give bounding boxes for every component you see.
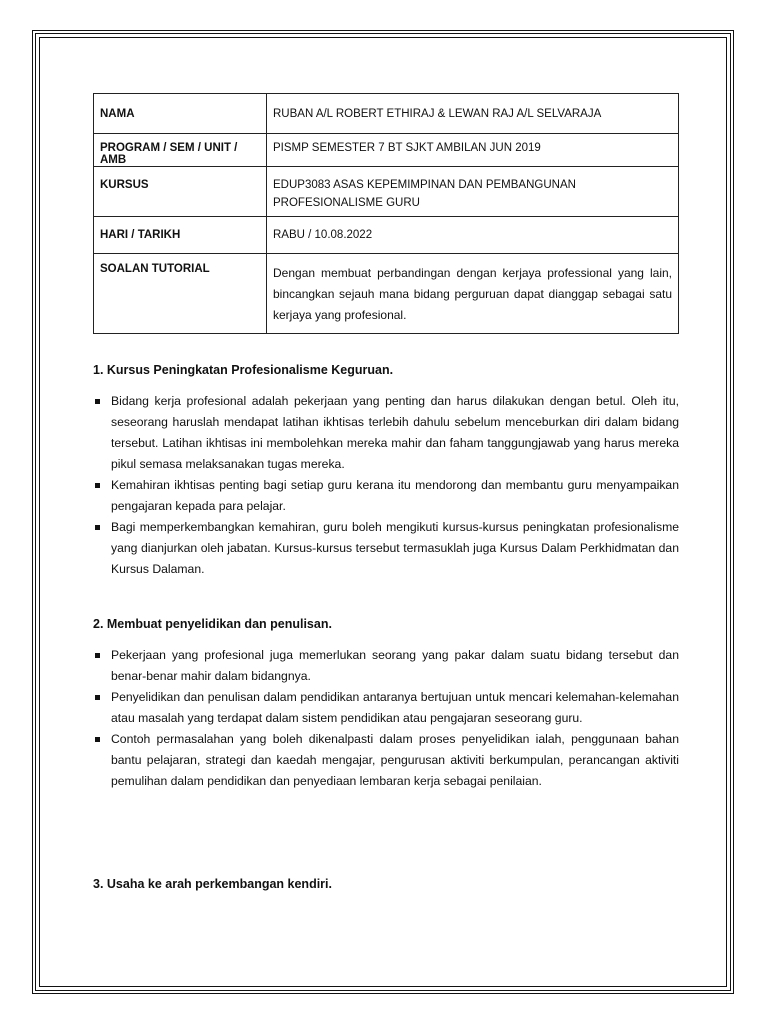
list-item: Penyelidikan dan penulisan dalam pendidikan antaranya bertujuan untuk mencari kelemahan-kelemahan atau masalah yang terdapat dalam sistem pendidikan atau pengajaran seseorang guru. xyxy=(93,687,679,729)
bullet-list xyxy=(93,391,679,580)
table-row xyxy=(94,94,679,134)
table-row xyxy=(94,134,679,167)
row-value: Dengan membuat perbandingan dengan kerjaya professional yang lain, bincangkan sejauh mana bidang perguruan dapat dianggap sebagai satu kerjaya yang profesional. xyxy=(267,254,679,334)
section-heading: 3. Usaha ke arah perkembangan kendiri. xyxy=(93,877,332,891)
row-label: KURSUS xyxy=(94,167,267,217)
info-table xyxy=(93,93,679,334)
row-value: EDUP3083 ASAS KEPEMIMPINAN DAN PEMBANGUNAN PROFESIONALISME GURU xyxy=(267,167,679,217)
list-item: Pekerjaan yang profesional juga memerlukan seorang yang pakar dalam suatu bidang tersebut dan benar-benar mahir dalam bidangnya. xyxy=(93,645,679,687)
list-item: Bidang kerja profesional adalah pekerjaan yang penting dan harus dilakukan dengan betul. Oleh itu, seseorang haruslah mendapat latihan ikhtisas terlebih dahulu sebelum menceburkan diri dalam bidang tersebut. Latihan ikhtisas ini membolehkan mereka mahir dan faham tanggungjawab yang harus mereka pikul semasa melaksanakan tugas mereka. xyxy=(93,391,679,475)
row-value: RABU / 10.08.2022 xyxy=(267,217,679,254)
document-page xyxy=(93,93,679,891)
list-item: Bagi memperkembangkan kemahiran, guru boleh mengikuti kursus-kursus peningkatan profesionalisme yang dianjurkan oleh jabatan. Kursus-kursus tersebut termasuklah juga Kursus Dalam Perkhidmatan dan Kursus Dalaman. xyxy=(93,517,679,580)
table-row xyxy=(94,167,679,217)
section-heading: 2. Membuat penyelidikan dan penulisan. xyxy=(93,617,332,631)
table-row xyxy=(94,217,679,254)
row-label: NAMA xyxy=(94,94,267,134)
table-row xyxy=(94,254,679,334)
row-label: SOALAN TUTORIAL xyxy=(94,254,267,334)
row-value: RUBAN A/L ROBERT ETHIRAJ & LEWAN RAJ A/L SELVARAJA xyxy=(267,94,679,134)
list-item: Kemahiran ikhtisas penting bagi setiap guru kerana itu mendorong dan membantu guru menyampaikan pengajaran kepada para pelajar. xyxy=(93,475,679,517)
section-heading: 1. Kursus Peningkatan Profesionalisme Keguruan. xyxy=(93,363,394,377)
row-value: PISMP SEMESTER 7 BT SJKT AMBILAN JUN 2019 xyxy=(267,134,679,167)
bullet-list xyxy=(93,645,679,792)
list-item: Contoh permasalahan yang boleh dikenalpasti dalam proses penyelidikan ialah, penggunaan bahan bantu pelajaran, strategi dan kaedah mengajar, pengurusan aktiviti berkumpulan, perancangan aktiviti pemulihan dalam pendidikan dan penyediaan lembaran kerja sebagai penilaian. xyxy=(93,729,679,792)
row-label: HARI / TARIKH xyxy=(94,217,267,254)
row-label: PROGRAM / SEM / UNIT / AMB xyxy=(94,134,267,167)
